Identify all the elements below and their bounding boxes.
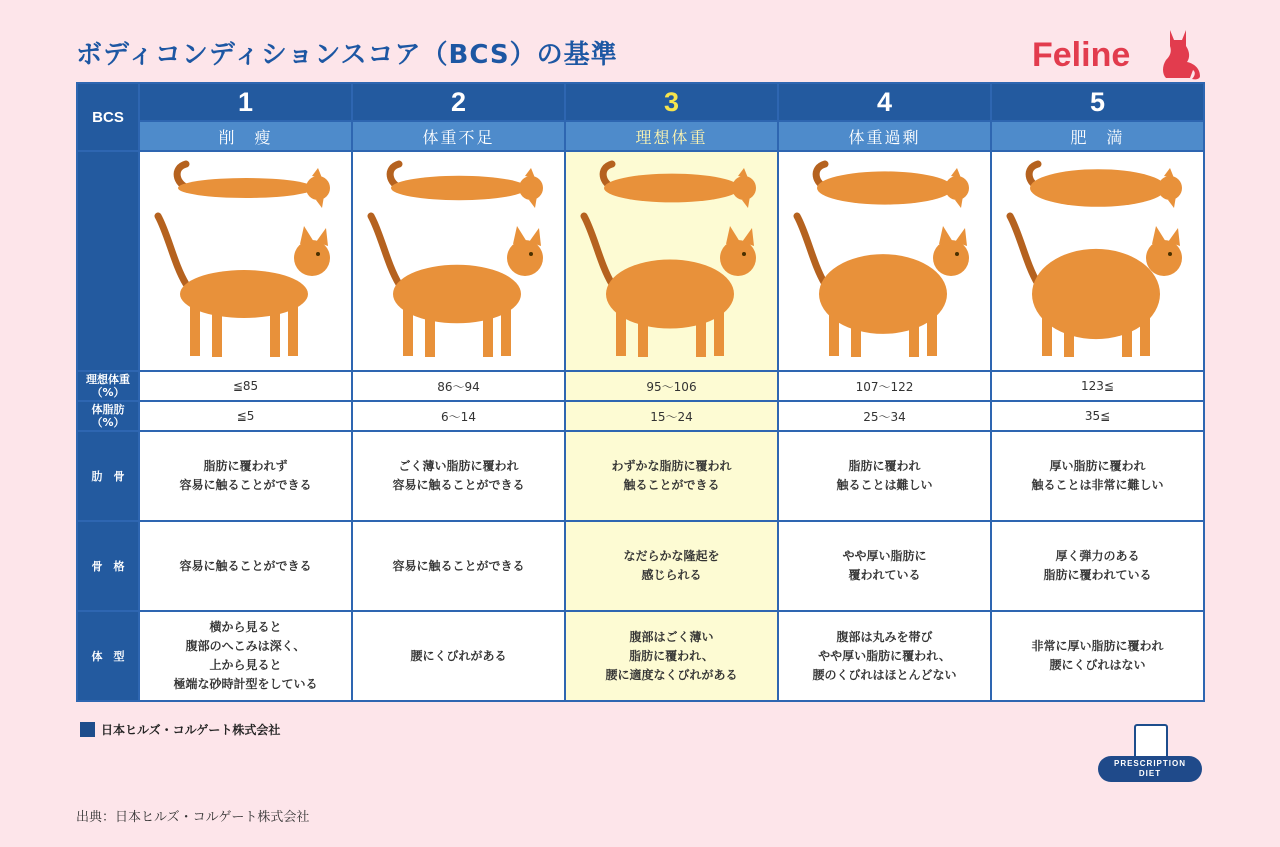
bcs-score-2: 2 bbox=[352, 83, 565, 121]
body-fat-label: 体脂肪 （%） bbox=[77, 401, 139, 431]
feline-brand bbox=[1032, 28, 1212, 84]
bcs-label-4: 体重過剰 bbox=[778, 121, 991, 151]
bcs-label-2: 体重不足 bbox=[352, 121, 565, 151]
skeleton-label: 骨 格 bbox=[77, 521, 139, 611]
rib-label: 肋 骨 bbox=[77, 431, 139, 521]
cat-illustration-5 bbox=[991, 151, 1204, 371]
bcs-label-3: 理想体重 bbox=[565, 121, 778, 151]
skeleton-desc: やや厚い脂肪に 覆われている bbox=[778, 521, 991, 611]
bcs-label-5: 肥 満 bbox=[991, 121, 1204, 151]
ideal-weight-label: 理想体重 （%） bbox=[77, 371, 139, 401]
cat-illustration bbox=[359, 154, 559, 368]
bcs-score-5: 5 bbox=[991, 83, 1204, 121]
cat-top-view bbox=[603, 164, 756, 208]
skeleton-desc: なだらかな隆起を 感じられる bbox=[565, 521, 778, 611]
bcs-score-4: 4 bbox=[778, 83, 991, 121]
brand-label: Feline bbox=[1032, 36, 1131, 74]
cat-illustration bbox=[572, 154, 772, 368]
bcs-score-1: 1 bbox=[139, 83, 352, 121]
cat-side-view bbox=[158, 216, 330, 357]
company-credit: 日本ヒルズ・コルゲート株式会社 bbox=[80, 721, 280, 738]
header-number-row bbox=[77, 83, 1204, 121]
cat-side-view bbox=[1010, 216, 1182, 357]
rib-desc: 脂肪に覆われ 触ることは難しい bbox=[778, 431, 991, 521]
cat-top-view bbox=[177, 164, 330, 208]
ideal-weight-value: 123≦ bbox=[991, 371, 1204, 401]
ideal-weight-value: 86～94 bbox=[352, 371, 565, 401]
cat-illustration-1 bbox=[139, 151, 352, 371]
illustration-row bbox=[77, 151, 1204, 371]
skeleton-desc: 容易に触ることができる bbox=[352, 521, 565, 611]
body-fat-row bbox=[77, 401, 1204, 431]
source-citation: 出典：日本ヒルズ・コルゲート株式会社 bbox=[76, 810, 310, 825]
rib-desc: 脂肪に覆われず 容易に触ることができる bbox=[139, 431, 352, 521]
shape-desc: 横から見ると 腹部のへこみは深く、 上から見ると 極端な砂時計型をしている bbox=[139, 611, 352, 701]
cat-side-view bbox=[584, 216, 756, 357]
cat-top-view bbox=[1029, 164, 1182, 208]
rib-desc: わずかな脂肪に覆われ 触ることができる bbox=[565, 431, 778, 521]
hills-badge: PRESCRIPTION DIET bbox=[1098, 756, 1202, 782]
shape-row bbox=[77, 611, 1204, 701]
cat-illustration bbox=[785, 154, 985, 368]
shape-label: 体 型 bbox=[77, 611, 139, 701]
cat-top-view bbox=[816, 164, 969, 208]
cat-top-view bbox=[390, 164, 543, 208]
shape-desc: 腹部は丸みを帯び やや厚い脂肪に覆われ、 腰のくびれはほとんどない bbox=[778, 611, 991, 701]
skeleton-desc: 厚く弾力のある 脂肪に覆われている bbox=[991, 521, 1204, 611]
rib-desc: 厚い脂肪に覆われ 触ることは非常に難しい bbox=[991, 431, 1204, 521]
shape-desc: 腹部はごく薄い 脂肪に覆われ、 腰に適度なくびれがある bbox=[565, 611, 778, 701]
rib-row bbox=[77, 431, 1204, 521]
body-fat-value: 25～34 bbox=[778, 401, 991, 431]
ideal-weight-value: ≦85 bbox=[139, 371, 352, 401]
ideal-weight-row bbox=[77, 371, 1204, 401]
rib-desc: ごく薄い脂肪に覆われ 容易に触ることができる bbox=[352, 431, 565, 521]
cat-side-view bbox=[797, 216, 969, 357]
bcs-label-1: 削 瘦 bbox=[139, 121, 352, 151]
hills-prescription-diet-logo bbox=[1098, 724, 1202, 784]
cat-illustration-4 bbox=[778, 151, 991, 371]
cat-side-view bbox=[371, 216, 543, 357]
body-fat-value: ≦5 bbox=[139, 401, 352, 431]
skeleton-desc: 容易に触ることができる bbox=[139, 521, 352, 611]
body-fat-value: 6～14 bbox=[352, 401, 565, 431]
cat-silhouette-icon bbox=[1156, 28, 1206, 80]
cat-illustration bbox=[998, 154, 1198, 368]
cat-illustration-3 bbox=[565, 151, 778, 371]
shape-desc: 非常に厚い脂肪に覆われ 腰にくびれはない bbox=[991, 611, 1204, 701]
hills-crest-icon bbox=[1134, 724, 1168, 760]
ideal-weight-value: 95～106 bbox=[565, 371, 778, 401]
hills-mini-logo-icon bbox=[80, 722, 95, 737]
header-label-row bbox=[77, 121, 1204, 151]
page-title: ボディコンディションスコア（BCS）の基準 bbox=[76, 40, 618, 70]
cat-illustration bbox=[146, 154, 346, 368]
bcs-header-label: BCS bbox=[77, 83, 139, 151]
bcs-table bbox=[76, 82, 1205, 702]
ideal-weight-value: 107～122 bbox=[778, 371, 991, 401]
skeleton-row bbox=[77, 521, 1204, 611]
body-fat-value: 35≦ bbox=[991, 401, 1204, 431]
cat-illustration-2 bbox=[352, 151, 565, 371]
bcs-score-3: 3 bbox=[565, 83, 778, 121]
illustration-side-cell bbox=[77, 151, 139, 371]
body-fat-value: 15～24 bbox=[565, 401, 778, 431]
shape-desc: 腰にくびれがある bbox=[352, 611, 565, 701]
